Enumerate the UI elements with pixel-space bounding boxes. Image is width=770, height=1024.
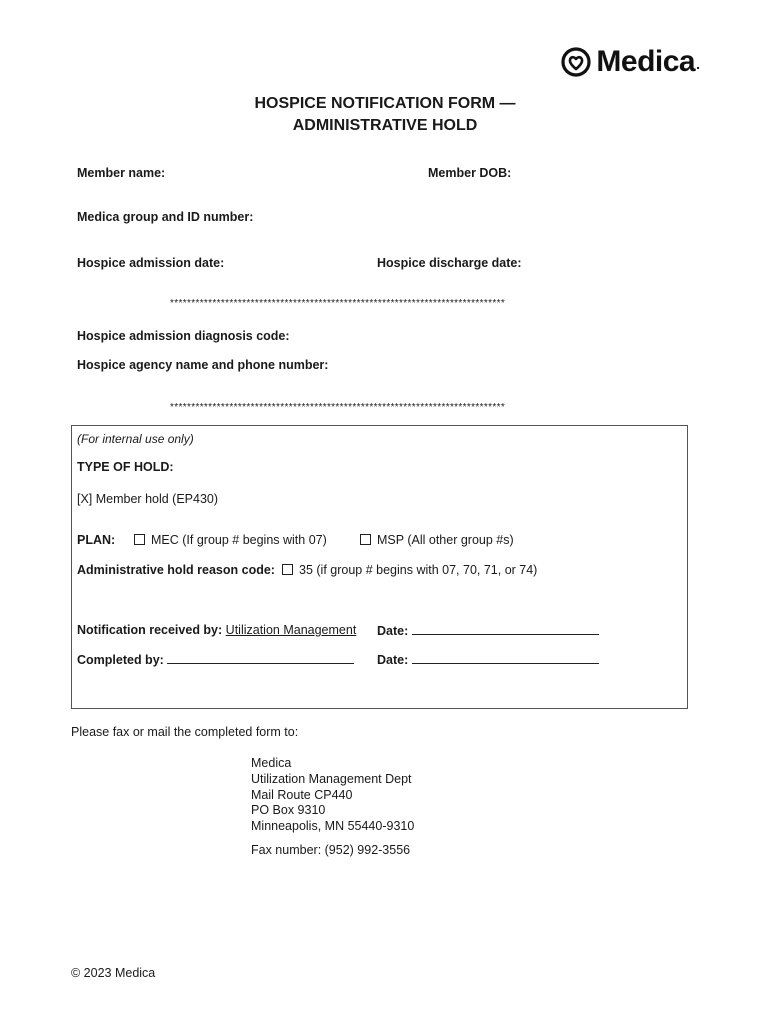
diagnosis-code-label: Hospice admission diagnosis code:: [77, 329, 290, 343]
medica-heart-icon: [560, 46, 592, 78]
notification-received-row: [77, 623, 356, 637]
plan-option-mec[interactable]: [134, 533, 327, 547]
reason-35-checkbox[interactable]: [282, 564, 293, 575]
completed-by-line[interactable]: [167, 652, 354, 664]
admission-date-label: Hospice admission date:: [77, 256, 225, 270]
divider-stars: *******************************************************************************: [170, 298, 506, 309]
plan-option-msp[interactable]: [360, 533, 514, 547]
form-title: [0, 93, 770, 137]
fax-mail-instruction: Please fax or mail the completed form to:: [71, 725, 299, 739]
fax-number: Fax number: (952) 992-3556: [251, 843, 411, 857]
agency-label: Hospice agency name and phone number:: [77, 358, 329, 372]
completed-by-label: Completed by:: [77, 653, 164, 667]
notification-received-value: Utilization Management: [225, 623, 357, 637]
mec-option-label: MEC (If group # begins with 07): [151, 533, 327, 547]
address-line: Mail Route CP440: [251, 787, 353, 802]
notification-date-label: Date:: [377, 624, 409, 638]
completed-date-line[interactable]: [412, 652, 599, 664]
plan-label: PLAN:: [77, 533, 116, 547]
medica-logo: [560, 42, 700, 82]
address-line: PO Box 9310: [251, 803, 326, 818]
member-hold-value: [X] Member hold (EP430): [77, 492, 219, 506]
brand-name: Medica: [596, 45, 696, 78]
msp-option-label: MSP (All other group #s): [377, 533, 514, 547]
mailing-address: [251, 756, 414, 835]
address-line: Minneapolis, MN 55440-9310: [251, 819, 415, 834]
discharge-date-label: Hospice discharge date:: [377, 256, 522, 270]
reason-code-label: Administrative hold reason code:: [77, 563, 275, 577]
group-id-label: Medica group and ID number:: [77, 210, 254, 224]
form-title-line1: HOSPICE NOTIFICATION FORM —: [254, 95, 516, 112]
reason-option-35[interactable]: [282, 563, 537, 577]
member-name-label: Member name:: [77, 166, 166, 180]
reason-option-label: 35 (if group # begins with 07, 70, 71, or 74): [299, 563, 538, 577]
completed-date-label: Date:: [377, 653, 409, 667]
internal-use-note: (For internal use only): [77, 432, 194, 446]
notification-date-line[interactable]: [412, 623, 599, 635]
msp-checkbox[interactable]: [360, 534, 371, 545]
form-title-line2: ADMINISTRATIVE HOLD: [292, 117, 478, 134]
member-dob-label: Member DOB:: [428, 166, 512, 180]
type-of-hold-heading: TYPE OF HOLD:: [77, 460, 174, 474]
notification-received-label: Notification received by:: [77, 623, 223, 637]
completed-by-row: [77, 652, 354, 667]
divider-stars: *******************************************************************************: [170, 402, 506, 413]
completed-date-row: [377, 652, 599, 667]
copyright: © 2023 Medica: [71, 966, 156, 980]
brand-dot: .: [696, 56, 700, 72]
address-line: Utilization Management Dept: [251, 771, 412, 786]
notification-date-row: [377, 623, 599, 638]
address-line: Medica: [251, 756, 292, 770]
mec-checkbox[interactable]: [134, 534, 145, 545]
